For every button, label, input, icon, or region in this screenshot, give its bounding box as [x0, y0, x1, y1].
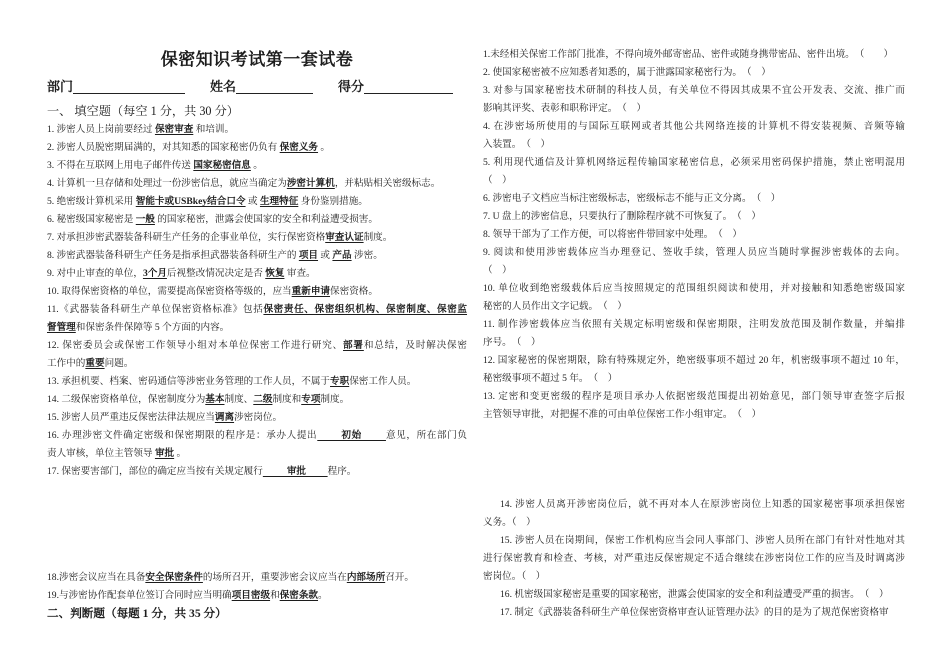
- answer-text: 生理特征: [259, 196, 299, 207]
- question-text: 6. 秘密级国家秘密是: [47, 214, 136, 225]
- question-text: 意见，所在部门负: [385, 430, 468, 441]
- fill-in-question: [47, 157, 467, 175]
- answer-text: 调离: [214, 412, 235, 423]
- question-line: 16. 机密级国家秘密是重要的国家秘密，泄露会使国家的安全和利益遭受严重的损害。 （ ）: [500, 589, 889, 600]
- fill-in-question: [47, 283, 467, 301]
- answer-text: 项目密级: [231, 590, 271, 601]
- question-text: 19.与涉密协作配套单位签订合同时应当明确: [47, 590, 232, 601]
- question-line: 入装置。 （ ）: [483, 139, 551, 150]
- question-text: 。: [174, 448, 187, 459]
- question-line: 主管领导审批，对把握不准的可由单位保密工作小组审定。 （ ）: [483, 409, 762, 420]
- answer-text: 内部场所: [346, 572, 386, 583]
- true-false-question: [483, 280, 905, 316]
- true-false-question: [483, 118, 905, 154]
- question-line: 17. 制定《武器装备科研生产单位保密资格审查认证管理办法》的目的是为了规范保密资格审: [500, 607, 889, 618]
- question-line: [47, 121, 467, 139]
- question-line: 8. 领导干部为了工作方便，可以将密件带回家中处理。 （ ）: [483, 229, 743, 240]
- answer-text: 国家秘密信息: [193, 160, 251, 171]
- question-text: 召开。: [385, 572, 414, 583]
- fill-in-question: [47, 175, 467, 193]
- true-false-question: [483, 388, 905, 424]
- question-text: 保密资格。: [330, 286, 378, 297]
- question-line: 12. 国家秘密的保密期限，除有特殊规定外，绝密级事项不超过 20 年，机密级事项不超过 10 年，: [483, 355, 905, 366]
- question-text: 。: [250, 160, 263, 171]
- question-text: 1. 涉密人员上岗前要经过: [47, 124, 155, 135]
- answer-text: 保密审查: [154, 124, 194, 135]
- answer-text: 专职: [330, 376, 350, 387]
- question-line: [47, 229, 467, 247]
- question-line: [47, 139, 467, 157]
- question-text: 制度、: [224, 394, 254, 405]
- question-text: 和保密条件保障等 5 个方面的内容。: [75, 322, 230, 333]
- question-text: 身份鉴别措施。: [298, 196, 368, 207]
- true-false-question: [483, 352, 905, 388]
- fill-in-question: [47, 569, 467, 587]
- question-text: 和总结，及时解决保密: [363, 340, 468, 351]
- answer-text: 保密责任、保密组织机构、保密制度、保密监: [263, 304, 468, 315]
- question-text: 或: [318, 250, 333, 261]
- question-line: 6. 涉密电子文档应当标注密级标志，密级标志不能与正文分离。 （ ）: [483, 193, 781, 204]
- question-text: 5. 绝密级计算机采用: [47, 196, 136, 207]
- answer-text: 智能卡或USBkey结合口令: [135, 196, 246, 207]
- question-line: [47, 265, 467, 283]
- question-text: 审查。: [284, 268, 316, 279]
- question-text: 3. 不得在互联网上用电子邮件传送: [47, 160, 194, 171]
- fill-in-question: [47, 427, 467, 463]
- true-false-question: [483, 604, 905, 622]
- question-text: 9. 对中止审查的单位，: [47, 268, 143, 279]
- question-line: 11. 制作涉密载体应当依照有关规定标明密级和保密期限，注明发放范围及制作数量，并编排: [483, 319, 905, 330]
- question-line: 7. U 盘上的涉密信息，只要执行了删除程序就不可恢复了。 （ ）: [483, 211, 761, 222]
- answer-text: 保密条款: [279, 590, 319, 601]
- question-line: 5. 利用现代通信及计算机网络远程传输国家秘密信息，必须采用密码保护措施，禁止密明混用: [483, 157, 905, 168]
- question-line: [47, 409, 467, 427]
- true-false-question: [483, 154, 905, 190]
- question-line: [47, 175, 467, 193]
- question-line: 秘密级事项不超过 5 年。 （ ）: [483, 373, 618, 384]
- question-line: [47, 193, 467, 211]
- question-text: 涉密岗位。: [234, 412, 283, 423]
- true-false-question: [483, 496, 905, 532]
- question-text: ，并粘贴相关密级标志。: [334, 178, 441, 189]
- department-label: 部门: [47, 79, 74, 94]
- question-line: 影响其评奖、表彰和职称评定。 （ ）: [483, 103, 647, 114]
- fill-in-question: [47, 391, 467, 409]
- question-line: [47, 355, 467, 373]
- question-text: 和培训。: [193, 124, 235, 135]
- answer-text: 审批: [262, 466, 328, 477]
- question-line: 义务。（ ）: [483, 517, 536, 528]
- question-text: 8. 涉密武器装备科研生产任务是指承担武器装备科研生产的: [47, 250, 299, 261]
- question-line: [47, 337, 467, 355]
- question-line: [47, 211, 467, 229]
- question-text: 7. 对承担涉密武器装备科研生产任务的企事业单位，实行保密资格: [47, 232, 326, 243]
- score-label: 得分: [338, 79, 365, 94]
- question-line: 1.未经相关保密工作部门批准，不得向境外邮寄密品、密件或随身携带密品、密件出境。 （ ）: [483, 49, 894, 60]
- question-line: 秘密的人员作出文字记载。 （ ）: [483, 301, 627, 312]
- question-text: 12. 保密委员会或保密工作领导小组对本单位保密工作进行研究、: [47, 340, 344, 351]
- answer-text: 二级: [253, 394, 273, 405]
- fill-in-section-heading: 一、 填空题（每空 1 分，共 30 分）: [47, 104, 239, 118]
- question-line: 进行保密教育和检查、考核，对严重违反保密规定不适合继续在涉密岗位工作的应当及时调离涉: [483, 553, 905, 564]
- question-line: 15. 涉密人员在岗期间，保密工作机构应当会同人事部门、涉密人员所在部门有针对性地对其: [500, 535, 905, 546]
- question-text: 17. 保密要害部门，部位的确定应当按有关规定履行: [47, 466, 263, 477]
- fill-in-question: [47, 139, 467, 157]
- true-false-question: [483, 208, 905, 226]
- true-false-question: [483, 316, 905, 352]
- answer-text: 重要: [85, 358, 105, 369]
- question-line: 9. 阅读和使用涉密载体应当办理登记、签收手续，管理人员应当随时掌握涉密载体的去向。: [483, 247, 905, 258]
- true-false-questions-part2: [483, 496, 905, 622]
- exam-title: 保密知识考试第一套试卷: [160, 50, 354, 69]
- question-line: [47, 463, 467, 481]
- fill-in-question: [47, 247, 467, 265]
- score-blank: [364, 78, 453, 94]
- answer-text: 审批: [154, 448, 175, 459]
- answer-text: 审查认证: [325, 232, 364, 243]
- answer-text: 保密义务: [279, 142, 319, 153]
- question-text: 的国家秘密，泄露会使国家的安全和利益遭受损害。: [154, 214, 378, 225]
- fill-in-question: [47, 337, 467, 373]
- answer-text: 3个月: [142, 268, 167, 279]
- department-blank: [73, 78, 185, 94]
- question-line: [47, 373, 467, 391]
- question-text: 制度。: [363, 232, 393, 243]
- true-false-question: [483, 46, 905, 64]
- question-text: 工作中的: [47, 358, 86, 369]
- answer-text: 督管理: [47, 322, 76, 333]
- question-text: 责人审核，单位主管领导: [47, 448, 155, 459]
- true-false-question: [483, 82, 905, 118]
- true-false-question: [483, 190, 905, 208]
- fill-in-question: [47, 229, 467, 247]
- fill-in-question: [47, 587, 467, 605]
- fill-in-question: [47, 463, 467, 481]
- question-line: 2. 使国家秘密被不应知悉者知悉的，属于泄露国家秘密行为。 （ ）: [483, 67, 771, 78]
- question-line: [47, 569, 467, 587]
- answer-text: 专项: [301, 394, 321, 405]
- fill-in-question: [47, 211, 467, 229]
- question-text: 涉密。: [351, 250, 383, 261]
- question-text: 。: [318, 142, 331, 153]
- question-line: 4. 在涉密场所使用的与国际互联网或者其他公共网络连接的计算机不得安装视频、音频等输: [483, 121, 905, 132]
- question-text: 16. 办理涉密文件确定密级和保密期限的程序是：承办人提出: [47, 430, 318, 441]
- question-text: 14. 二级保密资格单位，保密制度分为: [47, 394, 206, 405]
- answer-text: 涉密计算机: [286, 178, 335, 189]
- fill-in-question: [47, 301, 467, 337]
- question-line: [47, 587, 467, 605]
- question-text: 。: [318, 590, 328, 601]
- question-text: 11.《武器装备科研生产单位保密资格标准》包括: [47, 304, 264, 315]
- answer-text: 一般: [135, 214, 155, 225]
- question-line: [47, 319, 467, 337]
- name-blank: [236, 78, 313, 94]
- true-false-question: [483, 64, 905, 82]
- question-text: 或: [245, 196, 260, 207]
- true-false-section-heading: 二、判断题（每题 1 分，共 35 分）: [47, 607, 227, 620]
- name-label: 姓名: [210, 79, 237, 94]
- question-line: [47, 247, 467, 265]
- fill-in-question: [47, 409, 467, 427]
- fill-in-question: [47, 373, 467, 391]
- true-false-question: [483, 532, 905, 586]
- question-line: 3. 对参与国家秘密技术研制的科技人员，有关单位不得因其成果不宜公开发表、交流、推广而: [483, 85, 905, 96]
- question-text: 18.涉密会议应当在具备: [47, 572, 146, 583]
- fill-in-questions-part1: [47, 121, 467, 481]
- question-line: [47, 427, 467, 445]
- question-text: 保密工作人员。: [349, 376, 417, 387]
- answer-text: 部署: [343, 340, 364, 351]
- true-false-question: [483, 244, 905, 280]
- question-line: [47, 301, 467, 319]
- fill-in-question: [47, 193, 467, 211]
- question-line: 14. 涉密人员离开涉密岗位后，就不再对本人在原涉密岗位上知悉的国家秘密事项承担保密: [500, 499, 905, 510]
- question-line: （ ）: [483, 175, 512, 186]
- question-text: 问题。: [104, 358, 134, 369]
- candidate-info-row: [47, 78, 467, 96]
- true-false-questions-part1: [483, 46, 905, 424]
- question-text: 后视整改情况决定是否: [166, 268, 266, 279]
- question-line: [47, 157, 467, 175]
- question-text: 的场所召开，重要涉密会议应当在: [202, 572, 347, 583]
- left-column: [47, 0, 467, 672]
- answer-text: 项目: [298, 250, 319, 261]
- question-text: 15. 涉密人员严重违反保密法律法规应当: [47, 412, 215, 423]
- question-line: 13. 定密和变更密级的程序是项目承办人依据密级范围提出初始意见，部门领导审查签字后报: [483, 391, 905, 402]
- question-line: [47, 445, 467, 463]
- true-false-question: [483, 586, 905, 604]
- question-text: 制度和: [272, 394, 302, 405]
- question-line: 10. 单位收到绝密级载体后应当按照规定的范围组织阅读和使用，并对接触和知悉绝密级国家: [483, 283, 905, 294]
- question-line: 序号。 （ ）: [483, 337, 541, 348]
- answer-text: 重新申请: [291, 286, 331, 297]
- answer-text: 产品: [332, 250, 352, 261]
- question-line: [47, 283, 467, 301]
- question-text: 和: [270, 590, 280, 601]
- answer-text: 基本: [205, 394, 225, 405]
- answer-text: 安全保密条件: [145, 572, 203, 583]
- fill-in-question: [47, 265, 467, 283]
- answer-text: 初始: [317, 430, 386, 441]
- fill-in-question: [47, 121, 467, 139]
- question-line: （ ）: [483, 265, 512, 276]
- question-text: 2. 涉密人员脱密期届满的，对其知悉的国家秘密仍负有: [47, 142, 280, 153]
- question-text: 4. 计算机一旦存储和处理过一份涉密信息，就应当确定为: [47, 178, 287, 189]
- question-line: [47, 391, 467, 409]
- question-text: 10. 取得保密资格的单位，需要提高保密资格等级的，应当: [47, 286, 292, 297]
- answer-text: 恢复: [265, 268, 285, 279]
- true-false-question: [483, 226, 905, 244]
- question-text: 程序。: [327, 466, 357, 477]
- question-line: 密岗位。（ ）: [483, 571, 546, 582]
- question-text: 制度。: [320, 394, 350, 405]
- right-column: [483, 0, 905, 672]
- fill-in-questions-part2: [47, 569, 467, 605]
- question-text: 13. 承担机要、档案、密码通信等涉密业务管理的工作人员，不属于: [47, 376, 331, 387]
